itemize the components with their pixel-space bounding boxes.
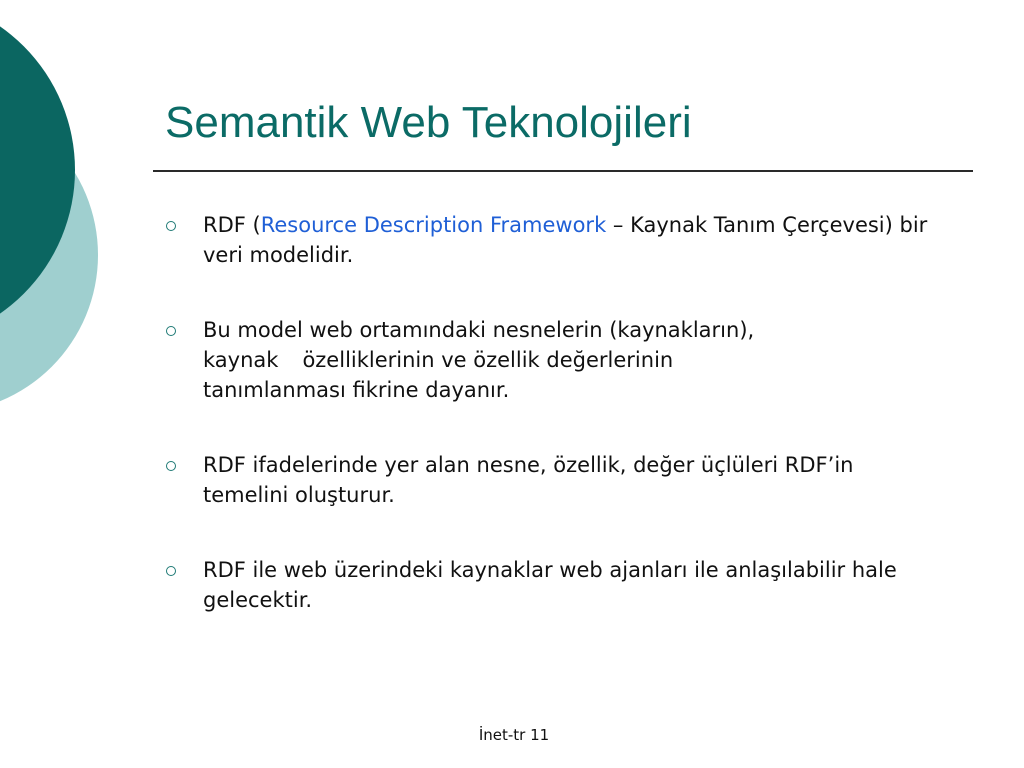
hollow-circle-bullet-icon xyxy=(166,326,176,336)
bullet-3-text: RDF ifadelerinde yer alan nesne, özellik, değer üçlüleri RDF’in temelini oluşturur. xyxy=(203,453,854,507)
slide-footer: İnet-tr 11 xyxy=(478,726,550,744)
bullet-item-2 xyxy=(162,315,932,405)
hollow-circle-bullet-icon xyxy=(166,221,176,231)
bullet-1-prefix: RDF ( xyxy=(203,213,261,237)
bullet-2-line-3: tanımlanması fikrine dayanır. xyxy=(203,378,510,402)
bullet-list xyxy=(162,210,932,660)
bullet-2-line-2b: özelliklerinin ve özellik değerlerinin xyxy=(302,348,674,372)
slide-title: Semantik Web Teknolojileri xyxy=(165,98,692,147)
bullet-item-3 xyxy=(162,450,932,510)
title-underline xyxy=(153,170,973,172)
bullet-item-1 xyxy=(162,210,932,270)
hollow-circle-bullet-icon xyxy=(166,461,176,471)
bullet-1-suffix: – Kaynak Tanım Çerçevesi) bir veri modelidir. xyxy=(203,213,928,267)
bullet-1-highlight: Resource Description Framework xyxy=(260,213,607,237)
bullet-4-text: RDF ile web üzerindeki kaynaklar web ajanları ile anlaşılabilir hale gelecektir. xyxy=(203,558,897,612)
bullet-item-4 xyxy=(162,555,932,615)
decorative-circles xyxy=(0,0,110,410)
hollow-circle-bullet-icon xyxy=(166,566,176,576)
bullet-2-line-1: Bu model web ortamındaki nesnelerin (kaynakların), xyxy=(203,318,755,342)
bullet-2-line-2a: kaynak xyxy=(203,348,279,372)
